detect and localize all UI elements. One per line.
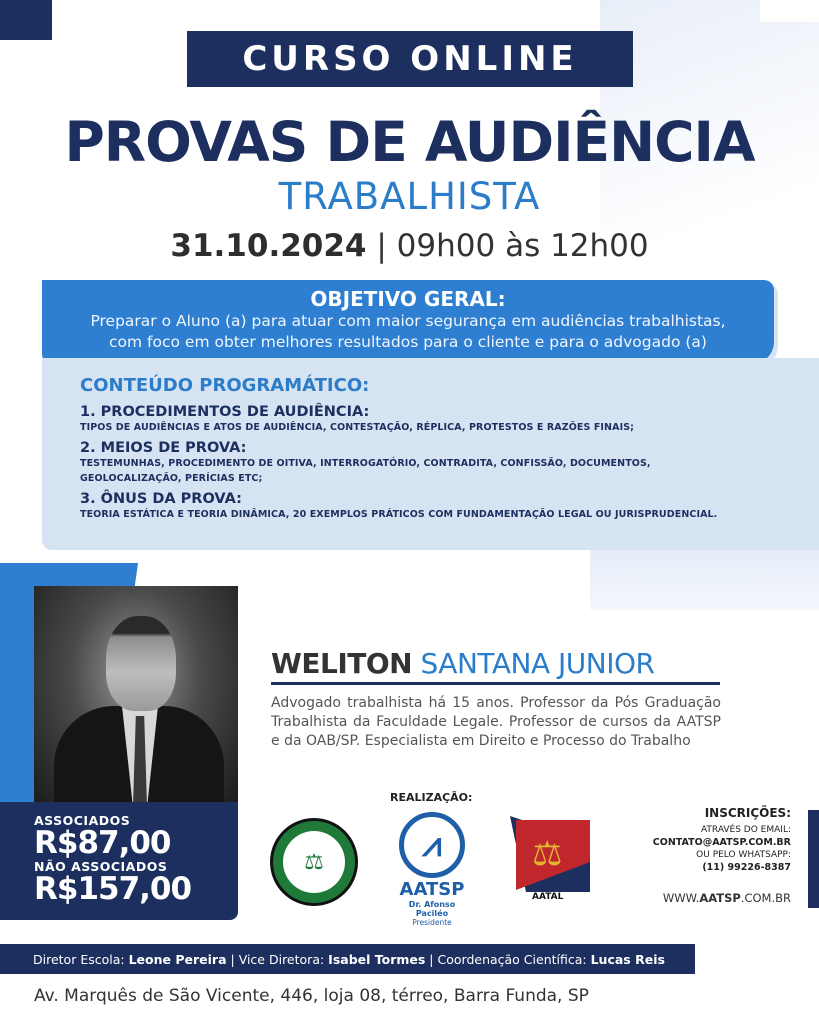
aatsp-president: Dr. Afonso Paciléo <box>408 900 456 918</box>
photo-head <box>106 616 176 711</box>
aatsp-role: Presidente <box>412 918 452 927</box>
decorative-block <box>0 0 52 40</box>
aatsp-emblem-icon: ⩘ <box>399 812 465 878</box>
aatal-scales-icon: ⚖ <box>532 834 563 874</box>
director-label: Diretor Escola: <box>33 951 125 967</box>
whatsapp-label: OU PELO WHATSAPP: <box>696 850 791 860</box>
speaker-last-name: SANTANA JUNIOR <box>420 647 655 680</box>
members-label: ASSOCIADOS <box>34 813 131 828</box>
date-time <box>0 228 819 264</box>
association-seal-logo <box>270 818 358 906</box>
members-price: R$87,00 <box>34 825 171 861</box>
program-box <box>42 358 819 550</box>
name-underline <box>271 682 720 685</box>
realization-label: REALIZAÇÃO: <box>390 791 473 804</box>
program-item-text: TIPOS DE AUDIÊNCIAS E ATOS DE AUDIÊNCIA, CONTESTAÇÃO, RÉPLICA, PROTESTOS E RAZÕES FINAIS; <box>80 422 635 433</box>
program-item-heading: 1. PROCEDIMENTOS DE AUDIÊNCIA: <box>80 404 370 420</box>
course-date: 31.10.2024 <box>170 228 367 264</box>
speaker-photo <box>34 586 238 806</box>
email-label: ATRAVÉS DO EMAIL: <box>700 825 791 835</box>
website-suffix: .COM.BR <box>740 891 791 905</box>
program-item-text <box>80 456 819 486</box>
speaker-bio: Advogado trabalhista há 15 anos. Professor da Pós Graduação Trabalhista da Faculdade Legale. Professor de cursos da AATSP e da OAB/SP. Especialista em Direito e Processo do Trabalho <box>271 695 721 749</box>
course-title: PROVAS DE AUDIÊNCIA <box>64 110 755 174</box>
objective-line-1: Preparar o Aluno (a) para atuar com maior segurança em audiências trabalhistas, <box>90 312 726 330</box>
vice-director-name: Isabel Tormes <box>328 951 426 967</box>
director-name: Leone Pereira <box>128 951 227 967</box>
coordination-name: Lucas Reis <box>590 951 665 967</box>
contact-email-link[interactable]: CONTATO@AATSP.COM.BR <box>652 837 791 848</box>
website-link[interactable] <box>600 891 791 905</box>
program-item-text-line: TESTEMUNHAS, PROCEDIMENTO DE OITIVA, INTERROGATÓRIO, CONTRADITA, CONFISSÃO, DOCUMENTOS, <box>80 458 651 469</box>
website-domain: AATSP <box>699 891 741 905</box>
decorative-side-bar <box>808 810 819 908</box>
aatal-logo <box>510 816 596 904</box>
objective-line-2: com foco em obter melhores resultados para o cliente e para o advogado (a) <box>109 333 707 351</box>
program-title: CONTEÚDO PROGRAMÁTICO: <box>80 375 370 396</box>
scales-icon: ⚖ <box>283 831 345 893</box>
decorative-panel <box>590 540 819 610</box>
speaker-name <box>271 647 654 680</box>
objective-title: OBJETIVO GERAL: <box>310 287 506 311</box>
decorative-corner <box>760 0 819 22</box>
course-subtitle: TRABALHISTA <box>278 175 541 218</box>
nonmembers-label: NÃO ASSOCIADOS <box>34 859 168 874</box>
date-separator: | <box>366 228 397 264</box>
aatsp-logo <box>393 812 471 927</box>
speaker-first-name: WELITON <box>271 647 413 680</box>
program-item-text: TEORIA ESTÁTICA E TEORIA DINÂMICA, 20 EXEMPLOS PRÁTICOS COM FUNDAMENTAÇÃO LEGAL OU JURISPRUDENCIAL. <box>80 509 718 520</box>
aatal-name: AATAL <box>532 892 564 902</box>
coordination-label: Coordenação Científica: <box>437 951 587 967</box>
vice-director-label: Vice Diretora: <box>238 951 325 967</box>
course-type-banner: CURSO ONLINE <box>187 31 633 87</box>
inscriptions-title: INSCRIÇÕES: <box>704 806 791 820</box>
whatsapp-number[interactable]: (11) 99226-8387 <box>702 862 791 873</box>
pricing-box <box>0 802 238 920</box>
address: Av. Marquês de São Vicente, 446, loja 08, térreo, Barra Funda, SP <box>34 986 589 1006</box>
course-time: 09h00 às 12h00 <box>396 228 649 264</box>
objective-box <box>42 280 774 364</box>
program-item-heading: 3. ÔNUS DA PROVA: <box>80 491 242 507</box>
inscriptions-block <box>600 806 791 905</box>
website-prefix: WWW. <box>662 891 700 905</box>
aatsp-name: AATSP <box>399 879 465 900</box>
staff-bar: Diretor Escola: Leone Pereira | Vice Diretora: Isabel Tormes | Coordenação Científica: Lucas Reis <box>0 944 695 974</box>
program-item-text-line: GEOLOCALIZAÇÃO, PERÍCIAS ETC; <box>80 473 263 484</box>
nonmembers-price: R$157,00 <box>34 871 192 907</box>
program-item-heading: 2. MEIOS DE PROVA: <box>80 440 247 456</box>
